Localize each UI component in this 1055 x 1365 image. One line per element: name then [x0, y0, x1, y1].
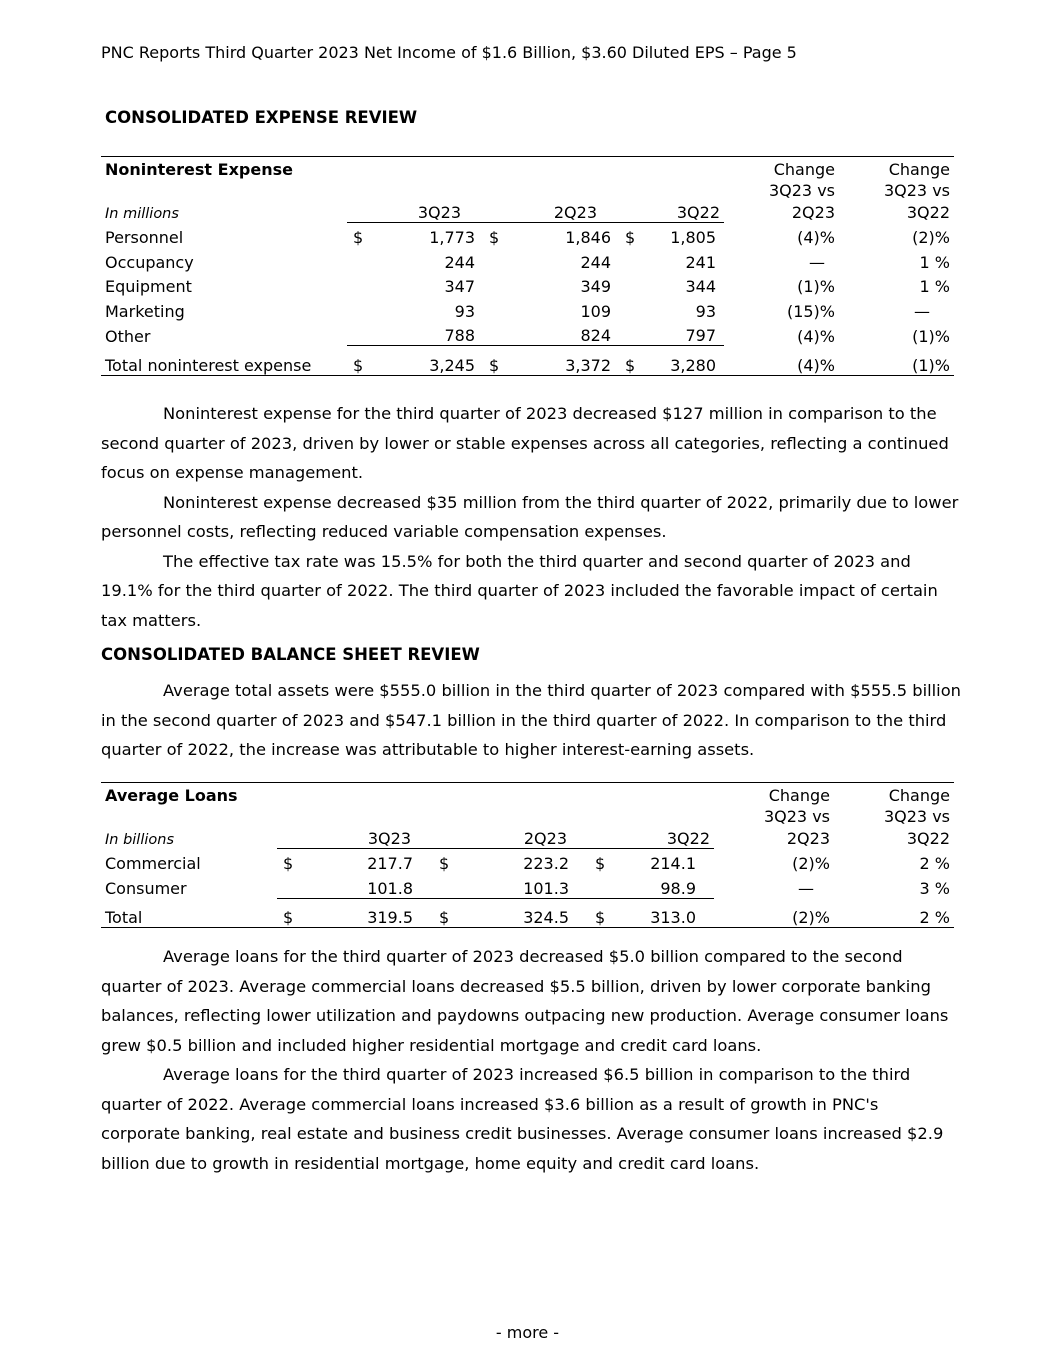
column-header: 3Q22: [906, 829, 950, 848]
paragraph: Noninterest expense decreased $35 million from the third quarter of 2022, primarily due to lower personnel costs, reflecting reduced variable compensation expenses.: [101, 492, 959, 541]
table-header-row: [101, 200, 954, 222]
column-header: 3Q22: [625, 826, 714, 848]
units-label: In billions: [105, 832, 175, 848]
table-row: Total noninterest expense $ 3,245 $ 3,372 $ 3,280 (4)% (1)%: [101, 346, 954, 376]
expense-commentary: [101, 399, 961, 635]
change-header: 3Q23 vs: [768, 181, 835, 200]
table-title: Noninterest Expense: [101, 157, 347, 179]
column-header: 3Q22: [655, 200, 724, 222]
units-label: In millions: [105, 206, 179, 222]
noninterest-expense-table: [101, 156, 954, 376]
change-header: Change: [834, 783, 954, 805]
table-header-row: [101, 179, 954, 201]
page-footer: - more -: [495, 1323, 560, 1342]
table-row: Equipment 347 349 344 (1)% 1 %: [105, 277, 950, 296]
column-header: 3Q23: [313, 826, 433, 848]
change-header: 3Q23 vs: [883, 807, 950, 826]
change-header: Change: [724, 157, 839, 179]
table-header-row: [101, 157, 954, 179]
table-row: Other 788 824 797 (4)% (1)%: [105, 326, 950, 346]
table-title: Average Loans: [101, 783, 277, 805]
paragraph: Noninterest expense for the third quarter of 2023 decreased $127 million in comparison to the second quarter of 2023, driven by lower or stable expenses across all categories, reflecting a continued focus on expense management.: [101, 404, 949, 482]
table-header-row: [101, 783, 954, 805]
table-row: Occupancy 244 244 241 — 1 %: [105, 252, 950, 272]
change-header: 3Q23 vs: [883, 181, 950, 200]
table-row: Personnel $ 1,773 $ 1,846 $ 1,805 (4)% (2)%: [105, 228, 950, 247]
column-header: 3Q22: [906, 203, 950, 222]
column-header: 2Q23: [469, 826, 589, 848]
change-header: 3Q23 vs: [763, 807, 830, 826]
table-header-row: [101, 805, 954, 827]
table-header-row: [101, 826, 954, 848]
table-row: Consumer 101.8 101.3 98.9 — 3 %: [105, 878, 950, 898]
paragraph: Average loans for the third quarter of 2023 increased $6.5 billion in comparison to the third quarter of 2022. Average commercial loans increased $3.6 billion as a result of growth in PNC's corporate banking, real estate and business credit businesses. Average consumer loans increased $2.9 billion due to growth in residential mortgage, home equity and credit card loans.: [101, 1065, 944, 1173]
table-row: Total $ 319.5 $ 324.5 $ 313.0 (2)% 2 %: [101, 898, 954, 928]
column-header: 2Q23: [791, 203, 835, 222]
balance-section-title: CONSOLIDATED BALANCE SHEET REVIEW: [101, 645, 480, 664]
expense-section-title: CONSOLIDATED EXPENSE REVIEW: [105, 108, 418, 127]
change-header: Change: [839, 157, 954, 179]
column-header: 2Q23: [786, 829, 830, 848]
page-header: PNC Reports Third Quarter 2023 Net Income of $1.6 Billion, $3.60 Diluted EPS – Page 5: [101, 43, 797, 62]
loans-commentary: [101, 942, 961, 1178]
paragraph: Average total assets were $555.0 billion in the third quarter of 2023 compared with $555.5 billion in the second quarter of 2023 and $547.1 billion in the third quarter of 2022. In comparison to the third quarter of 2022, the increase was attributable to higher interest-earning assets.: [101, 681, 961, 759]
table-row: Commercial $ 217.7 $ 223.2 $ 214.1 (2)% 2 %: [105, 854, 950, 873]
average-loans-table: [101, 782, 954, 928]
paragraph: The effective tax rate was 15.5% for both the third quarter and second quarter of 2023 and 19.1% for the third quarter of 2022. The third quarter of 2023 included the favorable impact of certain tax matters.: [101, 551, 938, 630]
balance-intro: [101, 676, 961, 765]
change-header: Change: [714, 783, 834, 805]
column-header: 2Q23: [519, 200, 619, 222]
paragraph: Average loans for the third quarter of 2023 decreased $5.0 billion compared to the second quarter of 2023. Average commercial loans decreased $5.5 billion, driven by lower corporate banking balances, reflecting lower utilization and paydowns outpacing new production. Average consumer loans grew $0.5 billion and included higher residential mortgage and credit card loans.: [101, 947, 949, 1055]
column-header: 3Q23: [383, 200, 483, 222]
table-row: Marketing 93 109 93 (15)% —: [105, 301, 930, 321]
